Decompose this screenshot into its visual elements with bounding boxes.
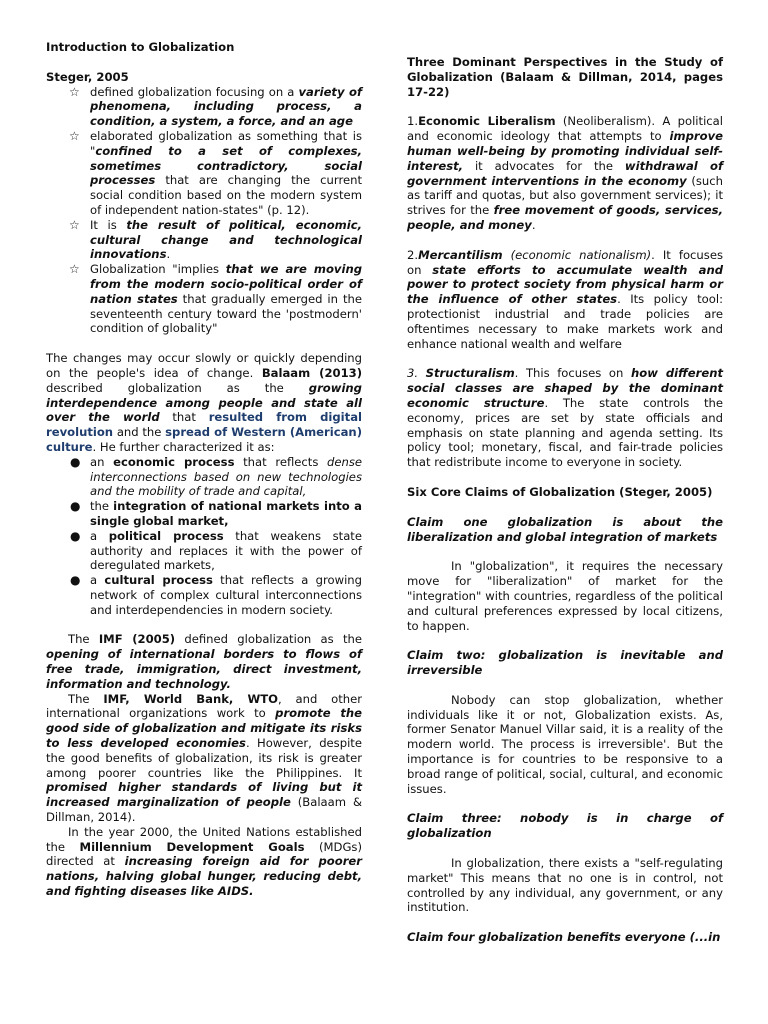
characteristic-item bbox=[46, 573, 362, 617]
characteristic-item bbox=[46, 455, 362, 499]
claim4-heading: Claim four globalization benefits everyone (...in bbox=[407, 930, 721, 945]
claim2-text: Nobody can stop globalization, whether individuals like it or not, Globalization exists. As, former Senator Manuel Villar said, it is a reality of the modern world. The process is irreversible'. But the importance is for countries to be responsive to a broad range of political, social, cultural, and economic issues. bbox=[407, 692, 723, 796]
text-run: that bbox=[159, 410, 209, 425]
text-run: that we are moving from the modern socio-political order of nation states bbox=[90, 262, 363, 306]
text-run: that are changing the current social condition based on the modern system of independent nation-states" (p. 12). bbox=[90, 173, 362, 217]
steger-item bbox=[46, 262, 362, 336]
liberalism-paragraph bbox=[407, 114, 723, 232]
text-run: spread of Western (American) culture bbox=[46, 425, 362, 454]
text-run: the bbox=[90, 499, 114, 514]
text-run: it advocates for the bbox=[463, 158, 625, 173]
text-run: how different social classes are shaped by the dominant economic structure bbox=[407, 366, 724, 410]
star-icon: ☆ bbox=[69, 262, 80, 277]
text-run: (such as tariff and quotas, but also government services); it strives for the bbox=[407, 173, 723, 218]
steger-item-text bbox=[90, 262, 362, 335]
star-icon: ☆ bbox=[69, 128, 80, 143]
claims-heading: Six Core Claims of Globalization (Steger, 2005) bbox=[407, 484, 713, 499]
text-run: 2. bbox=[407, 247, 419, 262]
text-run: . However, despite the good benefits of globalization, its risk is greater among poorer countries like the Philippines. It bbox=[46, 736, 362, 780]
claim3-heading: Claim three: nobody is in charge of globalization bbox=[407, 811, 723, 841]
text-run: confined to a set of complexes, sometimes contradictory, social processes bbox=[90, 143, 362, 188]
text-run: increasing foreign aid for poorer nations, halving global hunger, reducing debt, and fighting diseases like AIDS. bbox=[46, 854, 362, 899]
text-run: Globalization "implies bbox=[90, 262, 226, 277]
text-run: integration of national markets into a single global market, bbox=[90, 499, 362, 528]
text-run: defined globalization as the bbox=[175, 632, 362, 647]
text-run: (MDGs) directed at bbox=[46, 839, 362, 869]
text-run: . bbox=[166, 247, 171, 262]
text-run: opening of international borders to flows of free trade, immigration, direct investment, information and technology. bbox=[46, 647, 362, 691]
steger-list bbox=[46, 85, 362, 337]
characteristic-text bbox=[90, 455, 362, 499]
text-run: . Its policy tool: protectionist industrial and trade policies are oftentimes necessary to make markets work and enhance national wealth and welfare bbox=[407, 292, 723, 351]
text-run: Millennium Development Goals bbox=[79, 839, 305, 854]
text-run: resulted from digital revolution bbox=[46, 410, 362, 440]
text-run: , and other international organizations work to bbox=[46, 691, 362, 721]
bullet-icon: ● bbox=[70, 499, 81, 514]
structuralism-paragraph bbox=[407, 366, 723, 470]
text-run: Structuralism bbox=[425, 366, 515, 381]
changes-paragraph bbox=[46, 351, 362, 455]
text-run: the result of political, economic, cultural change and technological innovations bbox=[90, 217, 362, 262]
characteristic-text bbox=[90, 499, 362, 528]
text-run: The changes may occur slowly or quickly depending on the people's idea of change. bbox=[46, 351, 362, 380]
mdg-paragraph bbox=[46, 825, 362, 899]
text-run: The bbox=[68, 632, 99, 647]
characteristic-text bbox=[90, 573, 362, 617]
text-run: an bbox=[90, 454, 114, 469]
star-icon: ☆ bbox=[69, 217, 80, 232]
text-run: promote the good side of globalization and mitigate its risks to less developed economies bbox=[46, 706, 362, 751]
text-run: that reflects bbox=[234, 454, 328, 469]
doc-title: Introduction to Globalization bbox=[46, 40, 235, 54]
characteristic-item bbox=[46, 499, 362, 529]
text-run: political process bbox=[108, 528, 224, 543]
text-run: withdrawal of government interventions in the economy bbox=[407, 158, 724, 188]
claim2-heading: Claim two: globalization is inevitable and irreversible bbox=[407, 648, 723, 678]
text-run: a bbox=[90, 528, 109, 543]
steger-item bbox=[46, 85, 362, 129]
bullet-icon: ● bbox=[70, 454, 81, 469]
steger-heading: Steger, 2005 bbox=[46, 69, 129, 84]
text-run: a bbox=[90, 573, 105, 588]
perspectives-heading: Three Dominant Perspectives in the Study of Globalization (Balaam & Dillman, 2014, pages 17-22) bbox=[407, 55, 723, 99]
steger-item-text bbox=[90, 129, 362, 217]
text-run: variety of phenomena, including process, a condition, a system, a force, and an age bbox=[90, 84, 362, 129]
text-run: that gradually emerged in the seventeenth century toward the 'postmodern' condition of globality" bbox=[90, 291, 362, 336]
mercantilism-paragraph bbox=[407, 248, 723, 352]
text-run: economic process bbox=[113, 454, 235, 469]
imf-paragraph bbox=[46, 632, 362, 691]
text-run: Economic Liberalism bbox=[418, 114, 556, 129]
text-run: IMF, World Bank, WTO bbox=[103, 691, 279, 706]
bullet-icon: ● bbox=[70, 573, 81, 588]
text-run: cultural process bbox=[104, 573, 213, 588]
text-run: elaborated globalization as something that is " bbox=[90, 128, 362, 158]
text-run: (Balaam & Dillman, 2014). bbox=[46, 795, 362, 825]
steger-item bbox=[46, 129, 362, 218]
text-run: 1. bbox=[407, 114, 419, 129]
characteristics-list bbox=[46, 455, 362, 618]
text-run: improve human well-being by promoting individual self-interest, bbox=[407, 129, 723, 173]
text-run: . He further characterized it as: bbox=[92, 439, 275, 454]
characteristic-text bbox=[90, 529, 362, 573]
text-run: (Neoliberalism). A political and economic ideology that attempts to bbox=[407, 114, 723, 144]
left-column bbox=[46, 40, 362, 899]
bullet-icon: ● bbox=[70, 528, 81, 543]
text-run: described globalization as the bbox=[46, 380, 309, 395]
text-run: free movement of goods, services, people, and money bbox=[407, 203, 723, 232]
text-run: . It focuses on bbox=[407, 247, 723, 277]
steger-item-text bbox=[90, 218, 362, 262]
text-run: Balaam (2013) bbox=[261, 365, 363, 380]
claim1-heading: Claim one globalization is about the liberalization and global integration of markets bbox=[407, 514, 723, 544]
text-run: IMF (2005) bbox=[98, 632, 176, 647]
steger-item bbox=[46, 218, 362, 262]
text-run: 3. bbox=[407, 366, 426, 381]
text-run: . bbox=[531, 217, 536, 232]
text-run: The bbox=[68, 691, 104, 706]
text-run: and the bbox=[113, 425, 166, 440]
text-run: growing interdependence among people and state all over the world bbox=[46, 380, 362, 425]
text-run: state efforts to accumulate wealth and power to protect society from physical harm or the influence of other states bbox=[407, 262, 723, 307]
text-run: defined globalization focusing on a bbox=[90, 84, 299, 99]
star-icon: ☆ bbox=[69, 84, 80, 99]
text-run: (economic nationalism) bbox=[510, 247, 652, 262]
claim3-text: In globalization, there exists a "self-regulating market" This means that no one is in control, not controlled by any individual, any government, or any institution. bbox=[407, 856, 723, 915]
claim1-text: In "globalization", it requires the necessary move for "liberalization" of market for the "integration" with countries, regardless of the political and cultural preferences expressed by local citizens, to happen. bbox=[407, 559, 723, 633]
steger-item-text bbox=[90, 85, 362, 129]
text-run: . The state controls the economy, prices are set by state officials and emphasis on state planning and agenda setting. Its policy tool; monetary, fiscal, and fair-trade policies that redistribute income to everyone in society. bbox=[407, 395, 723, 470]
text-run: Mercantilism bbox=[418, 247, 503, 262]
characteristic-item bbox=[46, 529, 362, 573]
right-column bbox=[407, 55, 723, 945]
text-run: It is bbox=[90, 217, 127, 232]
world-bank-paragraph bbox=[46, 692, 362, 825]
text-run: promised higher standards of living but it increased marginalization of people bbox=[46, 780, 362, 810]
text-run: In the year 2000, the United Nations established the bbox=[46, 824, 362, 854]
text-run: that weakens state authority and replaces it with the power of deregulated markets, bbox=[90, 528, 362, 573]
text-run: dense interconnections based on new technologies and the mobility of trade and capital, bbox=[90, 454, 363, 499]
text-run: that reflects a growing network of complex cultural interconnections and interdependencies in modern society. bbox=[90, 573, 363, 617]
text-run: . This focuses on bbox=[514, 366, 631, 381]
text-run bbox=[503, 248, 511, 262]
